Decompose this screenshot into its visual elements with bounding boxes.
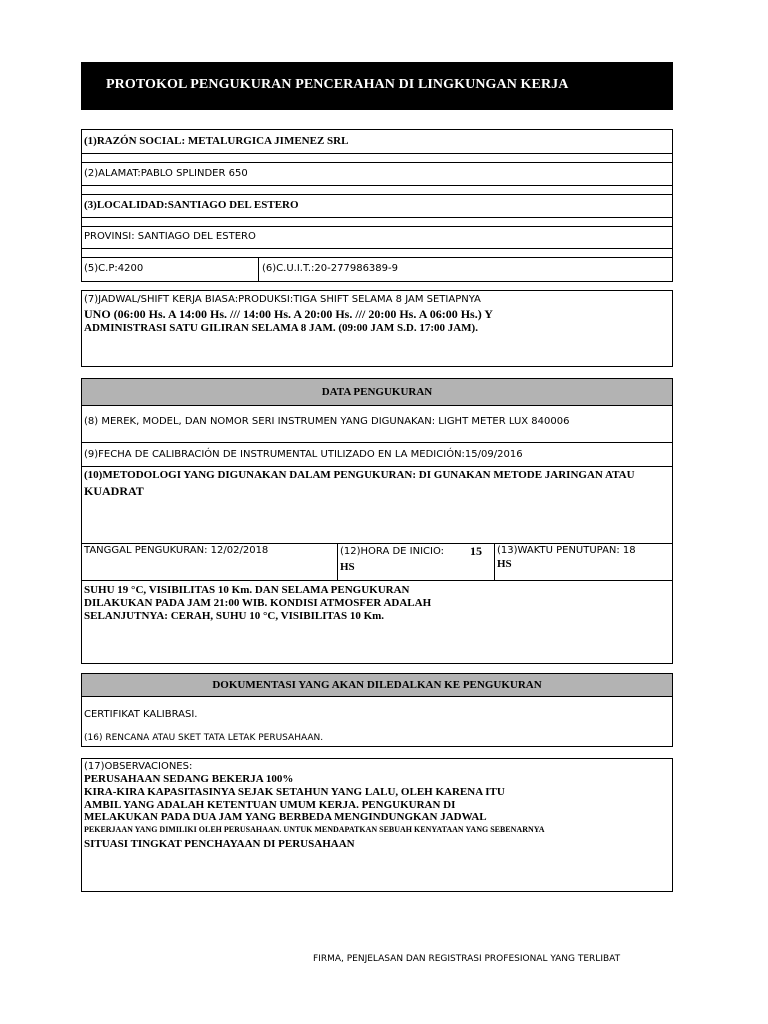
conditions-line-3: SELANJUTNYA: CERAH, SUHU 10 °C, VISIBILITAS 10 Km. (84, 610, 385, 622)
measurement-section (81, 378, 673, 664)
razon-social-field: (1)RAZÓN SOCIAL: METALURGICA JIMENEZ SRL (84, 135, 349, 147)
observations-line-6: SITUASI TINGKAT PENCHAYAAN DI PERUSAHAAN (84, 838, 355, 850)
start-time-unit: HS (340, 561, 355, 573)
schedule-line-1: UNO (06:00 Hs. A 14:00 Hs. /// 14:00 Hs. A 20:00 Hs. /// 20:00 Hs. A 06:00 Hs.) Y (84, 307, 493, 321)
alamat-field: (2)ALAMAT:PABLO SPLINDER 650 (84, 168, 248, 179)
start-time-label: (12)HORA DE INICIO: (340, 546, 445, 557)
documentation-section (81, 673, 673, 747)
observations-line-4: MELAKUKAN PADA DUA JAM YANG BERBEDA MENGINDUNGKAN JADWAL (84, 811, 487, 823)
conditions-line-1: SUHU 19 °C, VISIBILITAS 10 Km. DAN SELAMA PENGUKURAN (84, 584, 410, 596)
method-line-2: KUADRAT (84, 484, 144, 498)
observations-line-5: PEKERJAAN YANG DIMILIKI OLEH PERUSAHAAN. UNTUK MENDAPATKAN SEBUAH KENYATAAN YANG SEBENARNYA (84, 825, 545, 834)
signature-caption: FIRMA, PENJELASAN DAN REGISTRASI PROFESIONAL YANG TERLIBAT (313, 954, 621, 964)
start-time-value: 15 (470, 544, 482, 558)
cp-field: (5)C.P:4200 (84, 263, 144, 274)
method-line-1: (10)METODOLOGI YANG DIGUNAKAN DALAM PENGUKURAN: DI GUNAKAN METODE JARINGAN ATAU (84, 469, 635, 481)
observations-section (81, 758, 673, 892)
observations-label: (17)OBSERVACIONES: (84, 761, 193, 772)
instrument-field: (8) MEREK, MODEL, DAN NOMOR SERI INSTRUMEN YANG DIGUNAKAN: LIGHT METER LUX 840006 (84, 416, 570, 427)
measurement-header: DATA PENGUKURAN (82, 379, 672, 405)
conditions-line-2: DILAKUKAN PADA JAM 21:00 WIB. KONDISI ATMOSFER ADALAH (84, 597, 432, 609)
documentation-item-calibration: CERTIFIKAT KALIBRASI. (84, 709, 198, 720)
localidad-field: (3)LOCALIDAD:SANTIAGO DEL ESTERO (84, 199, 299, 211)
provinsi-field: PROVINSI: SANTIAGO DEL ESTERO (84, 231, 256, 242)
schedule-line-2: ADMINISTRASI SATU GILIRAN SELAMA 8 JAM. (09:00 JAM S.D. 17:00 JAM). (84, 322, 478, 334)
end-time-label: (13)WAKTU PENUTUPAN: 18 (497, 545, 636, 556)
schedule-section (81, 290, 673, 367)
company-info-section (81, 129, 673, 282)
cuit-field: (6)C.U.I.T.:20-277986389-9 (262, 263, 398, 274)
page-title: PROTOKOL PENGUKURAN PENCERAHAN DI LINGKUNGAN KERJA (81, 62, 673, 110)
documentation-header: DOKUMENTASI YANG AKAN DILEDALKAN KE PENGUKURAN (82, 674, 672, 696)
observations-line-2: KIRA-KIRA KAPASITASINYA SEJAK SETAHUN YANG LALU, OLEH KARENA ITU (84, 786, 505, 798)
calibration-field: (9)FECHA DE CALIBRACIÓN DE INSTRUMENTAL UTILIZADO EN LA MEDICIÓN:15/09/2016 (84, 449, 523, 460)
documentation-item-layout: (16) RENCANA ATAU SKET TATA LETAK PERUSAHAAN. (84, 733, 324, 743)
measurement-date: TANGGAL PENGUKURAN: 12/02/2018 (84, 545, 269, 556)
end-time-unit: HS (497, 558, 512, 570)
observations-line-1: PERUSAHAAN SEDANG BEKERJA 100% (84, 773, 294, 785)
schedule-label: (7)JADWAL/SHIFT KERJA BIASA:PRODUKSI:TIGA SHIFT SELAMA 8 JAM SETIAPNYA (84, 294, 481, 305)
observations-line-3: AMBIL YANG ADALAH KETENTUAN UMUM KERJA. PENGUKURAN DI (84, 799, 456, 811)
